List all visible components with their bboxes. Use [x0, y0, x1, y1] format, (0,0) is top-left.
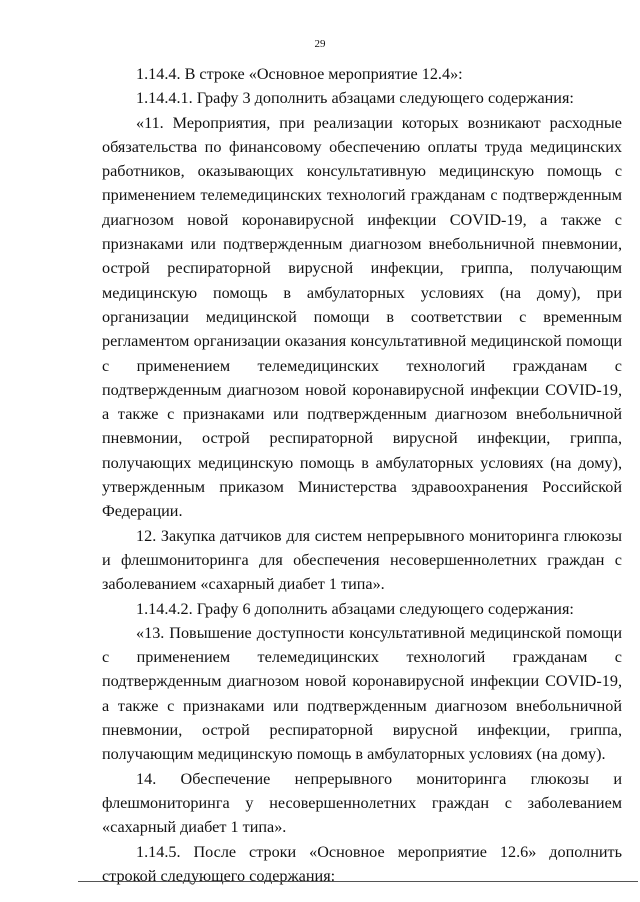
paragraph-item-12: 12. Закупка датчиков для систем непрерывного мониторинга глюкозы и флешмониторинга для обеспечения несовершеннолетних граждан с заболеванием «сахарный диабет 1 типа». [102, 526, 622, 594]
paragraph-item-11: «11. Мероприятия, при реализации которых возникают расходные обязательства по финансовому обеспечению оплаты труда медицинских работников, оказывающих консультативную медицинскую помощь с применением телемедицинских технологий гражданам с подтвержденным диагнозом новой коронавирусной инфекции COVID-19, а также с признаками или подтвержденным диагнозом внебольничной пневмонии, острой респираторной вирусной инфекции, гриппа, получающим медицинскую помощь в амбулаторных условиях (на дому), при организации медицинской помощи в соответствии с временным регламентом организации оказания консультативной медицинской помощи с применением телемедицинских технологий гражданам с подтвержденным диагнозом новой коронавирусной инфекции COVID-19, а также с признаками или подтвержденным диагнозом внебольничной пневмонии, острой респираторной вирусной инфекции, гриппа, получающих медицинскую помощь в амбулаторных условиях (на дому), утвержденным приказом Министерства здравоохранения Российской Федерации. [102, 113, 622, 521]
page-number: 29 [314, 38, 326, 50]
document-body [102, 62, 622, 888]
paragraph-1-14-4: 1.14.4. В строке «Основное мероприятие 12.4»: [136, 65, 463, 83]
paragraph-item-13: «13. Повышение доступности консультативной медицинской помощи с применением телемедицинских технологий гражданам с подтвержденным диагнозом новой коронавирусной инфекции COVID-19, а также с признаками или подтвержденным диагнозом внебольничной пневмонии, острой респираторной вирусной инфекции, гриппа, получающим медицинскую помощь в амбулаторных условиях (на дому). [102, 623, 622, 764]
paragraph-1-14-4-2: 1.14.4.2. Графу 6 дополнить абзацами следующего содержания: [136, 599, 574, 618]
paragraph-1-14-4-1: 1.14.4.1. Графу 3 дополнить абзацами следующего содержания: [136, 89, 574, 108]
bottom-divider [78, 881, 638, 882]
paragraph-1-14-5: 1.14.5. После строки «Основное мероприятие 12.6» дополнить строкой следующего содержания: [102, 842, 622, 885]
paragraph-item-14: 14. Обеспечение непрерывного мониторинга глюкозы и флешмониторинга у несовершеннолетних граждан с заболеванием «сахарный диабет 1 типа». [102, 769, 622, 837]
